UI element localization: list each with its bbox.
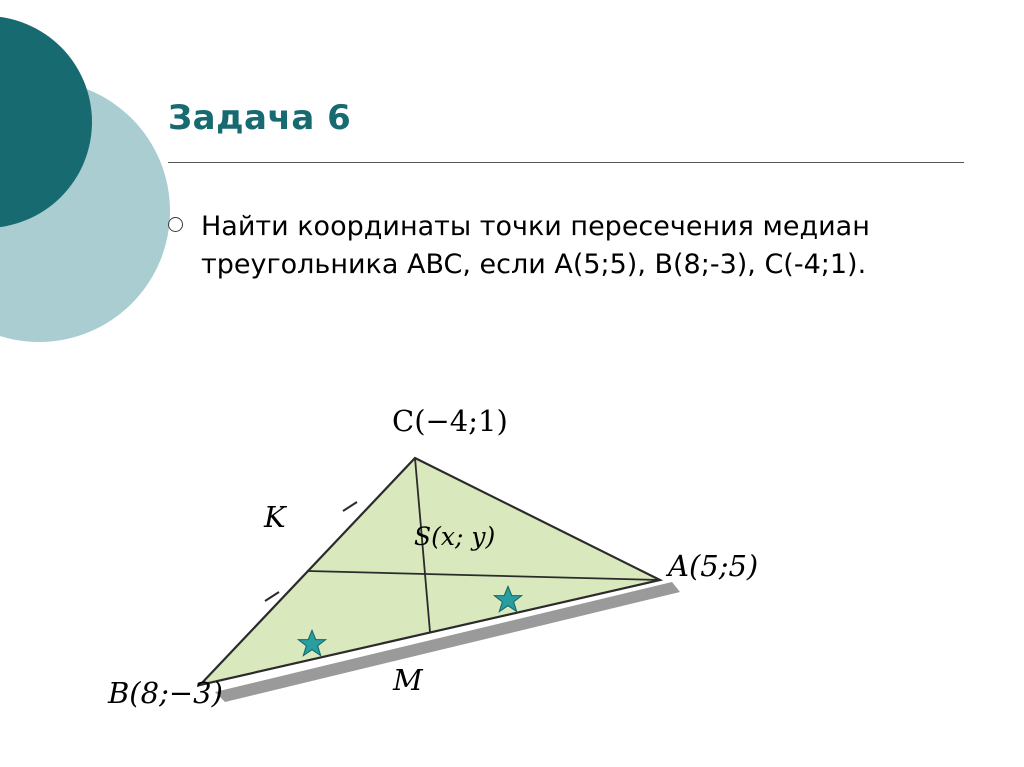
vertex-label-c: C(−4;1) xyxy=(392,404,508,438)
point-label-k: K xyxy=(264,500,286,534)
circle-bullet-icon xyxy=(168,217,183,232)
bullet-item xyxy=(168,208,928,285)
tick-cb-upper xyxy=(343,502,357,511)
tick-cb-lower xyxy=(265,592,279,601)
vertex-label-b: B(8;−3) xyxy=(108,676,223,710)
point-label-m: M xyxy=(393,663,423,697)
point-label-s: S(x; y) xyxy=(414,522,496,551)
title-divider xyxy=(168,162,964,163)
bullet-text: Найти координаты точки пересечения медиан треугольника ABC, если A(5;5), B(8;-3), C(-4;1). xyxy=(201,211,870,281)
page-title: Задача 6 xyxy=(168,98,352,138)
vertex-label-a: A(5;5) xyxy=(668,549,759,583)
triangle-medians-diagram xyxy=(0,380,1024,767)
